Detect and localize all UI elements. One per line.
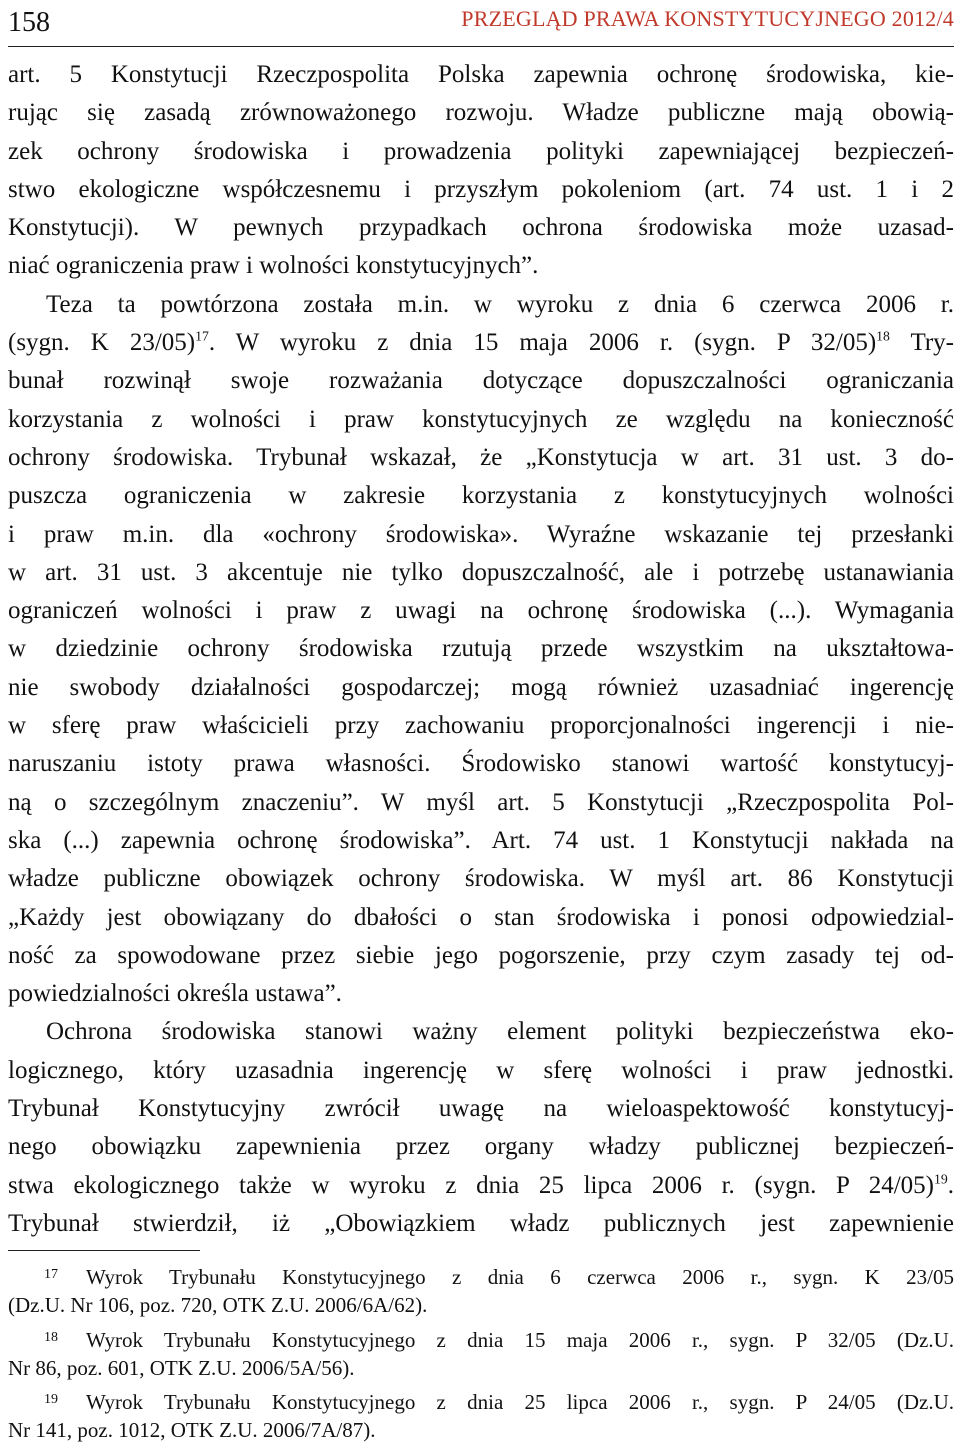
text-run: Trybunał Konstytucyjny zwrócił uwagę na wieloaspektowość konstytucyj- — [8, 1095, 954, 1123]
page-header — [8, 0, 954, 47]
text-run: . W wyroku z dnia 15 maja 2006 r. (sygn. P 32/05) — [208, 329, 877, 357]
text-line — [8, 94, 954, 132]
text-line — [8, 362, 954, 400]
footnote-text: Wyrok Trybunału Konstytucyjnego z dnia 6 czerwca 2006 r., sygn. K 23/05 — [86, 1265, 954, 1289]
text-run: władze publiczne obowiązek ochrony środowiska. W myśl art. 86 Konstytucji — [8, 865, 954, 893]
running-head: PRZEGLĄD PRAWA KONSTYTUCYJNEGO 2012/4 — [461, 6, 954, 31]
text-run: bunał rozwinął swoje rozważania dotyczące dopuszczalności ograniczania — [8, 367, 954, 395]
text-line — [8, 822, 954, 860]
text-run: art. 5 Konstytucji Rzeczpospolita Polska zapewnia ochronę środowiska, kie- — [8, 61, 954, 88]
text-line — [8, 1090, 954, 1128]
footnote-line — [8, 1322, 954, 1353]
footnote-ref[interactable]: 18 — [876, 328, 890, 344]
footnote-line: Nr 141, poz. 1012, OTK Z.U. 2006/7A/87). — [8, 1418, 376, 1443]
footnote-line — [8, 1259, 954, 1290]
text-run: w dziedzinie ochrony środowiska rzutują przede wszystkim na ukształtowa- — [8, 635, 954, 663]
text-line — [8, 669, 954, 707]
footnote-separator — [8, 1250, 200, 1251]
text-line — [8, 1052, 954, 1090]
text-line — [8, 324, 954, 362]
text-run: nie swobody działalności gospodarczej; mogą również uzasadniać ingerencję — [8, 673, 954, 701]
text-run: stwa ekologicznego także w wyroku z dnia 25 lipca 2006 r. (sygn. P 24/05) — [8, 1171, 934, 1199]
text-line — [8, 439, 954, 477]
text-line — [8, 1167, 954, 1205]
text-line — [8, 1205, 954, 1243]
text-run: nego obowiązku zapewnienia przez organy władzy publicznej bezpieczeń- — [8, 1133, 954, 1161]
text-run: . — [947, 1171, 954, 1199]
text-line — [8, 745, 954, 783]
footnote-number: 18 — [44, 1329, 58, 1345]
text-run: ność za spowodowane przez siebie jego pogorszenie, przy czym zasady tej od- — [8, 941, 954, 969]
text-line — [8, 516, 954, 554]
text-line — [8, 554, 954, 592]
text-run: zek ochrony środowiska i prowadzenia polityki zapewniającej bezpieczeń- — [8, 137, 954, 165]
text-run: rując się zasadą zrównoważonego rozwoju. Władze publiczne mają obowią- — [8, 99, 954, 127]
text-line — [8, 975, 954, 1013]
text-run: ska (...) zapewnia ochronę środowiska”. Art. 74 ust. 1 Konstytucji nakłada na — [8, 826, 954, 854]
footnote-text: Wyrok Trybunału Konstytucyjnego z dnia 25 lipca 2006 r., sygn. P 24/05 (Dz.U. — [86, 1390, 954, 1415]
footnote-number: 17 — [44, 1267, 58, 1282]
text-line — [8, 56, 954, 94]
text-line — [8, 937, 954, 975]
text-line — [8, 899, 954, 937]
text-run: Try- — [889, 329, 954, 357]
text-line — [8, 1128, 954, 1166]
text-run: Konstytucji). W pewnych przypadkach ochrona środowiska może uzasad- — [8, 214, 954, 242]
footnote-text: Wyrok Trybunału Konstytucyjnego z dnia 15 maja 2006 r., sygn. P 32/05 (Dz.U. — [86, 1327, 954, 1352]
text-run: w art. 31 ust. 3 akcentuje nie tylko dopuszczalność, ale i potrzebę ustanawiania — [8, 558, 954, 586]
text-line — [8, 286, 954, 324]
text-run: i praw m.in. dla «ochrony środowiska». Wyraźne wskazanie tej przesłanki — [8, 520, 954, 548]
text-run: puszcza ograniczenia w zakresie korzystania z konstytucyjnych wolności — [8, 482, 954, 510]
text-run: w sferę praw właścicieli przy zachowaniu proporcjonalności ingerencji i nie- — [8, 712, 954, 740]
text-run: powiedzialności określa ustawa”. — [8, 980, 342, 1008]
text-line — [8, 401, 954, 439]
text-run: logicznego, który uzasadnia ingerencję w sferę wolności i praw jednostki. — [8, 1056, 954, 1084]
footnote-ref[interactable]: 17 — [195, 328, 209, 344]
footnote-ref[interactable]: 19 — [934, 1171, 948, 1187]
text-line — [8, 707, 954, 745]
body-text — [8, 56, 954, 1243]
text-line — [8, 133, 954, 171]
text-line — [8, 784, 954, 822]
text-run: Teza ta powtórzona została m.in. w wyroku z dnia 6 czerwca 2006 r. — [46, 290, 954, 318]
text-line — [8, 630, 954, 668]
text-line — [8, 592, 954, 630]
text-line — [8, 171, 954, 209]
footnotes — [8, 1259, 954, 1447]
text-run: ograniczeń wolności i praw z uwagi na ochronę środowiska (...). Wymagania — [8, 597, 954, 625]
text-run: „Każdy jest obowiązany do dbałości o stan środowiska i ponosi odpowiedzial- — [8, 903, 954, 931]
text-line — [8, 477, 954, 515]
text-run: ną o szczególnym znaczeniu”. W myśl art. 5 Konstytucji „Rzeczpospolita Pol- — [8, 788, 954, 816]
page-number: 158 — [8, 7, 50, 38]
footnote-line: (Dz.U. Nr 106, poz. 720, OTK Z.U. 2006/6A/62). — [8, 1293, 428, 1318]
text-run: stwo ekologiczne współczesnemu i przyszłym pokoleniom (art. 74 ust. 1 i 2 — [8, 175, 954, 203]
text-line — [8, 1013, 954, 1051]
footnote-line: Nr 86, poz. 601, OTK Z.U. 2006/5A/56). — [8, 1355, 355, 1380]
text-run: (sygn. K 23/05) — [8, 329, 196, 357]
text-line — [8, 860, 954, 898]
text-line — [8, 209, 954, 247]
text-run: korzystania z wolności i praw konstytucyjnych ze względu na konieczność — [8, 405, 954, 433]
text-run: naruszaniu istoty prawa własności. Środowisko stanowi wartość konstytucyj- — [8, 750, 954, 778]
text-run: niać ograniczenia praw i wolności konstytucyjnych”. — [8, 252, 539, 280]
text-run: ochrony środowiska. Trybunał wskazał, że „Konstytucja w art. 31 ust. 3 do- — [8, 443, 954, 471]
text-run: Trybunał stwierdził, iż „Obowiązkiem władz publicznych jest zapewnienie — [8, 1209, 954, 1237]
footnote-line — [8, 1384, 954, 1415]
text-run: Ochrona środowiska stanowi ważny element polityki bezpieczeństwa eko- — [46, 1018, 954, 1046]
footnote-number: 19 — [44, 1392, 58, 1408]
text-line — [8, 247, 954, 285]
